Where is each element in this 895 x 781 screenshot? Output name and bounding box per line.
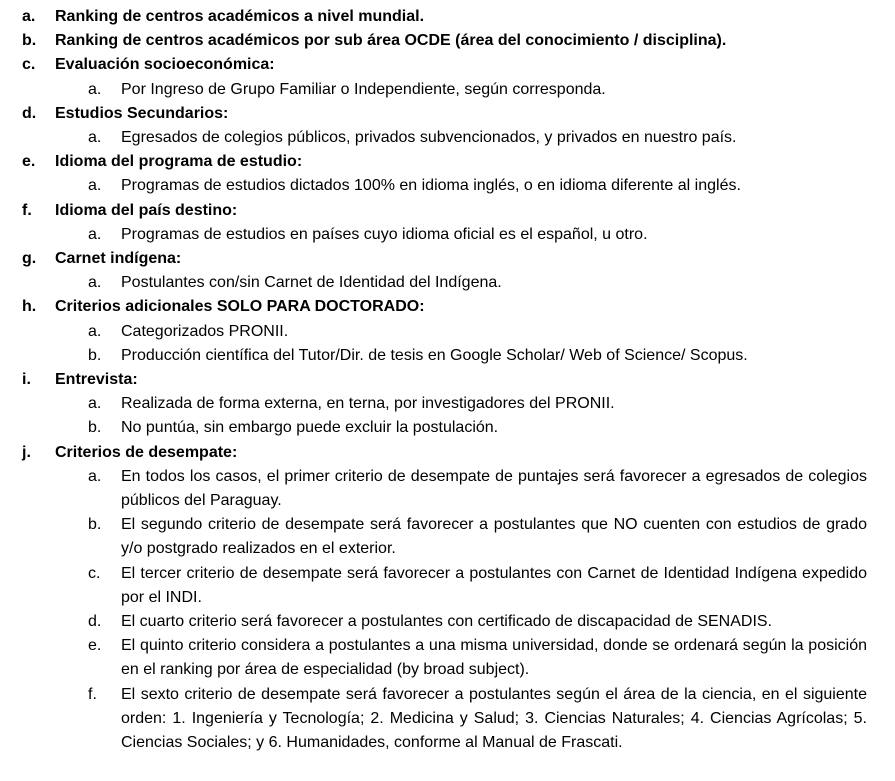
criterion-subitem <box>0 416 895 440</box>
criterion-title: Entrevista: <box>55 371 138 389</box>
list-marker: a. <box>22 8 36 25</box>
list-marker: a. <box>88 395 102 413</box>
list-marker: e. <box>22 153 36 171</box>
subitem-text: No puntúa, sin embargo puede excluir la postulación. <box>121 419 499 437</box>
list-marker: c. <box>22 56 36 74</box>
subitem-text: Egresados de colegios públicos, privados subvencionados, y privados en nuestro país. <box>121 129 737 147</box>
subitem-text: Producción científica del Tutor/Dir. de tesis en Google Scholar/ Web of Science/ Scopus. <box>121 346 748 364</box>
criterion-subitem <box>0 683 895 756</box>
list-marker: b. <box>88 419 102 437</box>
subitem-text: Categorizados PRONII. <box>121 322 289 340</box>
list-marker: a. <box>88 274 102 292</box>
criterion-heading <box>0 5 895 29</box>
list-marker: a. <box>88 467 102 485</box>
criterion-title: Carnet indígena: <box>55 250 182 268</box>
list-marker: j. <box>22 443 31 461</box>
list-marker: b. <box>88 516 102 534</box>
subitem-text: En todos los casos, el primer criterio de desempate de puntajes será favorecer a egresados de colegios públicos del Paraguay. <box>121 467 867 510</box>
criterion-subitem <box>0 126 895 150</box>
list-marker: a. <box>88 80 102 98</box>
criterion-heading <box>0 199 895 223</box>
list-marker: f. <box>88 685 97 703</box>
criterion-heading <box>0 295 895 319</box>
subitem-text: El segundo criterio de desempate será favorecer a postulantes que NO cuenten con estudios de grado y/o postgrado realizados en el exterior. <box>121 516 867 558</box>
criterion-subitem <box>0 610 895 634</box>
criterion-title: Evaluación socioeconómica: <box>55 56 275 74</box>
list-marker: h. <box>22 298 37 316</box>
list-marker: d. <box>22 104 37 122</box>
criterion-subitem <box>0 78 895 102</box>
criterion-title: Ranking de centros académicos por sub área OCDE (área del conocimiento / disciplina). <box>55 32 727 50</box>
list-marker: a. <box>88 225 102 243</box>
criterion-title: Estudios Secundarios: <box>55 104 229 122</box>
criterion-title: Criterios adicionales SOLO PARA DOCTORADO: <box>55 298 425 316</box>
criterion-heading <box>0 102 895 126</box>
list-marker: c. <box>88 564 101 582</box>
subitem-text: El quinto criterio considera a postulantes a una misma universidad, donde se ordenará según la posición en el ranking por área de especialidad (by broad subject). <box>121 637 867 679</box>
list-marker: a. <box>88 322 102 340</box>
subitem-text: Postulantes con/sin Carnet de Identidad del Indígena. <box>121 274 502 292</box>
subitem-text: Por Ingreso de Grupo Familiar o Independiente, según corresponda. <box>121 80 606 98</box>
criterion-subitem <box>0 344 895 368</box>
criterion-heading <box>0 247 895 271</box>
list-marker: g. <box>22 250 37 268</box>
list-marker: f. <box>22 201 32 219</box>
criterion-heading <box>0 368 895 392</box>
criterion-subitem <box>0 465 895 513</box>
criterion-subitem <box>0 513 895 561</box>
criterion-subitem <box>0 174 895 198</box>
criterion-subitem <box>0 320 895 344</box>
criterion-heading <box>0 29 895 53</box>
criterion-subitem <box>0 223 895 247</box>
criterion-heading <box>0 150 895 174</box>
criterion-title: Ranking de centros académicos a nivel mundial. <box>55 8 425 25</box>
list-marker: a. <box>88 129 102 147</box>
subitem-text: Realizada de forma externa, en terna, por investigadores del PRONII. <box>121 395 615 413</box>
criterion-title: Criterios de desempate: <box>55 443 238 461</box>
list-marker: i. <box>22 371 31 389</box>
subitem-text: El sexto criterio de desempate será favorecer a postulantes según el área de la ciencia, en el siguiente orden: 1. Ingeniería y Tecnología; 2. Medicina y Salud; 3. Ciencias Naturales; 4. Ciencias Agrícolas; 5. Ciencias Sociales; y 6. Humanidades, conforme al Manual de Frascati. <box>121 685 867 752</box>
list-marker: b. <box>88 346 102 364</box>
criterion-heading <box>0 441 895 465</box>
criterion-title: Idioma del país destino: <box>55 201 238 219</box>
criterion-title: Idioma del programa de estudio: <box>55 153 303 171</box>
list-marker: a. <box>88 177 102 195</box>
criterion-subitem <box>0 392 895 416</box>
criterion-subitem <box>0 634 895 682</box>
subitem-text: Programas de estudios dictados 100% en idioma inglés, o en idioma diferente al inglés. <box>121 177 741 195</box>
criterion-subitem <box>0 271 895 295</box>
list-marker: d. <box>88 613 102 631</box>
subitem-text: El cuarto criterio será favorecer a postulantes con certificado de discapacidad de SENADIS. <box>121 613 772 631</box>
list-marker: b. <box>22 32 37 50</box>
criterion-heading <box>0 53 895 77</box>
subitem-text: Programas de estudios en países cuyo idioma oficial es el español, u otro. <box>121 225 648 243</box>
criterion-subitem <box>0 562 895 610</box>
subitem-text: El tercer criterio de desempate será favorecer a postulantes con Carnet de Identidad Indígena expedido por el INDI. <box>121 564 867 606</box>
list-marker: e. <box>88 637 102 655</box>
